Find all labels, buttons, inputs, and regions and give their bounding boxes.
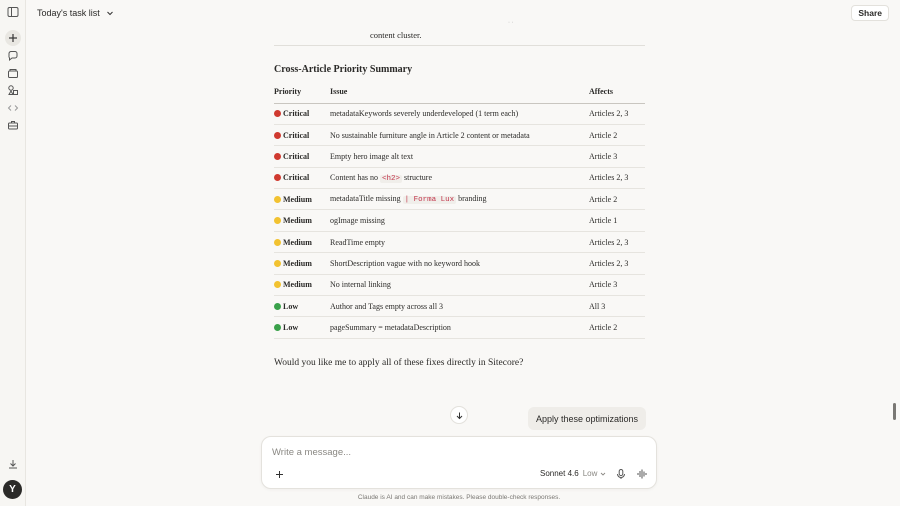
affects-cell: Articles 2, 3 — [589, 253, 645, 274]
issue-cell: pageSummary = metadataDescription — [330, 317, 589, 338]
priority-cell — [274, 216, 330, 225]
issue-cell: No internal linking — [330, 274, 589, 295]
conversation-title: Today's task list — [37, 8, 100, 18]
previous-paragraph-fragment: content cluster. — [370, 30, 422, 40]
priority-cell — [274, 173, 330, 182]
priority-cell — [274, 259, 330, 268]
chevron-down-icon — [600, 471, 606, 477]
column-header-issue: Issue — [330, 81, 589, 103]
download-icon[interactable] — [5, 456, 21, 472]
issue-cell: ReadTime empty — [330, 231, 589, 252]
priority-label: Medium — [283, 194, 312, 204]
share-button[interactable]: Share — [851, 5, 889, 21]
priority-dot-icon — [274, 303, 281, 310]
table-row — [274, 189, 645, 210]
priority-cell — [274, 302, 330, 311]
priority-label: Low — [283, 301, 299, 311]
section-heading: Cross-Article Priority Summary — [274, 64, 413, 75]
table-row — [274, 253, 645, 274]
add-attachment-button[interactable] — [273, 468, 285, 480]
affects-cell: Articles 2, 3 — [589, 231, 645, 252]
priority-label: Medium — [283, 280, 312, 290]
priority-cell — [274, 152, 330, 161]
priority-label: Medium — [283, 258, 312, 268]
toolbox-icon[interactable] — [5, 117, 21, 133]
projects-icon[interactable] — [5, 65, 21, 81]
table-row — [274, 146, 645, 167]
affects-cell: Article 2 — [589, 317, 645, 338]
chevron-down-icon — [106, 9, 114, 17]
table-row — [274, 231, 645, 252]
issue-cell: Empty hero image alt text — [330, 146, 589, 167]
issue-cell: No sustainable furniture angle in Article 2 content or metadata — [330, 124, 589, 145]
message-composer — [261, 436, 657, 489]
affects-cell: Article 3 — [589, 146, 645, 167]
sidebar-toggle-icon[interactable] — [5, 4, 21, 20]
affects-cell: Articles 2, 3 — [589, 103, 645, 124]
priority-label: Critical — [283, 173, 310, 183]
effort-level: Low — [582, 469, 598, 478]
inline-code: | Forma Lux — [404, 196, 455, 205]
suggestion-chip[interactable]: Apply these optimizations — [528, 407, 646, 430]
affects-cell: Article 3 — [589, 274, 645, 295]
table-row — [274, 317, 645, 338]
issue-cell: ogImage missing — [330, 210, 589, 231]
priority-dot-icon — [274, 132, 281, 139]
affects-cell: Articles 2, 3 — [589, 167, 645, 188]
plus-icon[interactable] — [5, 30, 21, 46]
priority-label: Medium — [283, 216, 312, 226]
column-header-priority: Priority — [274, 81, 330, 103]
table-row — [274, 124, 645, 145]
table-row — [274, 274, 645, 295]
issue-cell — [330, 167, 589, 188]
priority-dot-icon — [274, 260, 281, 267]
issue-cell: ShortDescription vague with no keyword hook — [330, 253, 589, 274]
priority-dot-icon — [274, 174, 281, 181]
issue-text: Content has no — [330, 172, 380, 182]
table-row — [274, 167, 645, 188]
priority-cell — [274, 280, 330, 289]
issue-cell: metadataKeywords severely underdeveloped (1 term each) — [330, 103, 589, 124]
arrow-down-icon — [455, 411, 464, 420]
table-row — [274, 103, 645, 124]
priority-dot-icon — [274, 110, 281, 117]
priority-dot-icon — [274, 196, 281, 203]
priority-cell — [274, 131, 330, 140]
table-header-row — [274, 81, 645, 103]
disclaimer: Claude is AI and can make mistakes. Please double-check responses. — [357, 494, 561, 501]
priority-label: Critical — [283, 130, 310, 140]
priority-label: Critical — [283, 151, 310, 161]
column-header-affects: Affects — [589, 81, 645, 103]
left-sidebar — [0, 0, 26, 506]
model-selector[interactable] — [540, 469, 606, 478]
table-row — [274, 210, 645, 231]
priority-cell — [274, 195, 330, 204]
priority-label: Medium — [283, 237, 312, 247]
microphone-icon[interactable] — [615, 468, 627, 480]
issue-text: structure — [402, 172, 433, 182]
affects-cell: Article 2 — [589, 124, 645, 145]
message-input[interactable] — [272, 447, 572, 458]
issue-cell: Author and Tags empty across all 3 — [330, 296, 589, 317]
priority-label: Low — [283, 323, 299, 333]
affects-cell: Article 2 — [589, 189, 645, 210]
affects-cell: Article 1 — [589, 210, 645, 231]
conversation-title-button[interactable] — [37, 6, 114, 20]
plus-icon — [275, 470, 284, 479]
chats-icon[interactable] — [5, 48, 21, 64]
affects-cell: All 3 — [589, 296, 645, 317]
voice-mode-icon[interactable] — [636, 468, 648, 480]
issue-text: metadataTitle missing — [330, 194, 403, 204]
scrollbar-thumb[interactable] — [893, 403, 896, 420]
avatar[interactable]: Y — [3, 480, 22, 499]
priority-cell — [274, 109, 330, 118]
priority-cell — [274, 323, 330, 332]
follow-up-question: Would you like me to apply all of these fixes directly in Sitecore? — [274, 358, 524, 368]
artifacts-icon[interactable] — [5, 82, 21, 98]
truncation-marker: · · — [508, 20, 514, 26]
issue-text: branding — [456, 194, 487, 204]
priority-label: Critical — [283, 109, 310, 119]
effort-selector[interactable] — [583, 469, 607, 478]
priority-table — [274, 81, 645, 339]
model-name: Sonnet 4.6 — [540, 469, 579, 478]
scroll-to-bottom-button[interactable] — [450, 406, 468, 424]
priority-dot-icon — [274, 281, 281, 288]
priority-cell — [274, 238, 330, 247]
table-row — [274, 296, 645, 317]
priority-dot-icon — [274, 239, 281, 246]
priority-dot-icon — [274, 217, 281, 224]
divider — [274, 45, 645, 46]
issue-cell — [330, 189, 589, 210]
code-icon[interactable] — [5, 100, 21, 116]
inline-code: <h2> — [382, 174, 401, 183]
priority-dot-icon — [274, 324, 281, 331]
priority-dot-icon — [274, 153, 281, 160]
